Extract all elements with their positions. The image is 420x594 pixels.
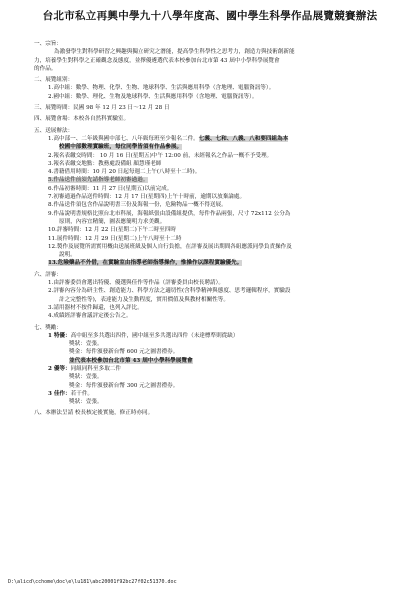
list-item: 2.國中組：數學、理化、生物及地球科學、生活與應用科學（含地理、電腦資訊等）。 [48, 93, 258, 100]
list-item: 1.由評審委員會選出特優、優選與佳作等作品（評審委員由校長聘請）。 [48, 280, 224, 287]
list-item: 4.書籍借用時間：10 月 20 日起每週二上午(八時至十二時)。 [48, 169, 201, 176]
award-detail: 獎金：每件頒發新台幣 600 元之圖書禮券。 [69, 349, 179, 356]
list-item [34, 176, 394, 184]
award-excellent [34, 332, 394, 340]
list-item-continuation: 原則，內容宜精簡，圖表應簡明力求美觀。 [59, 218, 166, 225]
document-body [34, 40, 394, 418]
list-item: 2.報名表繳交時間： 10 月 16 日(星期五)中午 12:00 前，未經報名之作品一概不予受理。 [48, 152, 273, 159]
award-detail: 獎狀：壹張。 [69, 341, 103, 348]
section-enactment: 八、本辦法呈請 校長核定後實施，修正時亦同。 [34, 410, 154, 417]
list-item: 6.作品初審時間：11 月 27 日(星期五)以前完成。 [48, 185, 173, 192]
award-honorable [34, 390, 394, 398]
section-heading: 一、宗旨： [34, 41, 62, 47]
section-exhibition-venue: 四、展覽會場：本校各自然科實驗室。 [34, 116, 130, 123]
award-detail: 獎狀：壹張。 [69, 399, 103, 406]
award-description: 若干件。 [70, 390, 94, 397]
list-item: 4.成績經評審會議評定後公告之。 [48, 313, 132, 320]
highlighted-text: 校國中部數理實驗班，每位同學皆須有作品參展。 [59, 144, 183, 151]
list-item-continuation: 計之完整性等)，表達能力及生動程度，實用價值及與教材相關性等。 [59, 296, 229, 303]
section-awards [34, 324, 394, 407]
section-exhibition-time: 三、展覽時間：民國 98 年 12 月 23 日～12 月 28 日 [34, 105, 170, 112]
list-item: 7.初審通過作品送件時間：12 月 17 日(星期四)上午十時前，逾期以放棄論處。 [48, 194, 246, 201]
section-judging [34, 271, 394, 321]
list-item: 11.展件時間：12 月 29 日(星期二)上午八時至十二時 [48, 235, 182, 242]
highlighted-text: 5.作品送件前須先請指導老師初審過過。 [48, 177, 149, 184]
award-label: 2 優等： [48, 365, 71, 372]
paragraph-line: 為激發學生對科學研習之興趣與獨立研究之潛能，提高學生科學性之思考力，創造力與技術創新能 [54, 49, 295, 56]
list-item: 1.高中組：數學、物理、化學、生物、地球科學、生活與應用科學（含地理、電腦資訊等）。 [48, 85, 275, 92]
list-item [34, 135, 394, 143]
award-detail: 獎金：每件頒發新台幣 300 元之圖書禮券。 [69, 382, 179, 389]
list-item: 2.評審內容分為研主性、創造能力、科學方法之適切性(含科學精神與態度、思考邏輯程序，實驗設 [48, 288, 291, 295]
highlighted-text: 並代表本校參加台北市第 43 屆中小學科學展覽會 [69, 357, 193, 364]
file-path-footer: D:\alicd\cchome\doc\e\lu181\abc20001f92bc27f02c51370.doc [8, 579, 177, 585]
section-heading: 七、獎勵： [34, 324, 62, 331]
section-purpose [34, 40, 394, 73]
list-item: 8.作品送件須包含作品說明書三份及海報一份，危險物品一概不得送展。 [48, 202, 227, 209]
list-item-continuation: 說明。 [59, 252, 76, 259]
highlighted-text: 13.危險藥品不外借，在實驗室由指導老師指導操作，惟操作以課程實驗優先。 [48, 260, 243, 267]
document-title: 台北市私立再興中學九十八學年度高、國中學生科學作品展覽競賽辦法 [42, 10, 378, 22]
section-heading: 二、展覽組別： [34, 77, 74, 84]
section-categories [34, 76, 394, 101]
list-item: 9.作品說明書規格比照台北市科展，海報紙張由設備組提供，每件作品兩張，尺寸 72x112 公分為 [48, 210, 291, 217]
list-item: 3.請用器材不按件歸還，也列入評比。 [48, 304, 143, 311]
paragraph-line: 力，培養學生對科學之正確觀念及態度，並擇優遴選代表本校參加台北市第 43 屆中小學科學展覽會 [34, 57, 280, 64]
list-item: 3.報名表繳交地點：教務處設備組 顏慧瑾老師 [48, 160, 162, 167]
list-item [34, 259, 394, 267]
award-description: 高中組至多共選出四件，國中組至多共選出四件（未達標準則從缺） [70, 332, 239, 339]
section-heading: 六、評審： [34, 271, 62, 278]
award-label: 1 特優： [48, 332, 71, 339]
award-superior [34, 365, 394, 373]
section-submission [34, 127, 394, 268]
section-heading: 五、送展辦法： [34, 127, 74, 134]
list-item: 12.製作及展覽所需實用概由送展班級及個人自行負擔，在評審及展出期間各組應派同學負責操作及 [48, 243, 292, 250]
award-detail: 獎狀：壹張。 [69, 374, 103, 381]
award-description: 同組同科至多取二件 [70, 365, 121, 372]
paragraph-line: 的作品。 [34, 65, 57, 72]
list-item-continuation [34, 143, 394, 151]
item-text: 1.高中部一、二年級與國中部七、八年級每班至少報名二件。 [48, 135, 199, 142]
award-detail [34, 357, 394, 365]
award-label: 3 佳作： [48, 390, 71, 397]
highlighted-text: 七義、七和、八義、八和要四組為本 [198, 135, 289, 142]
list-item: 10.評審時間：12 月 22 日(星期二)下午二時至四時 [48, 227, 176, 234]
